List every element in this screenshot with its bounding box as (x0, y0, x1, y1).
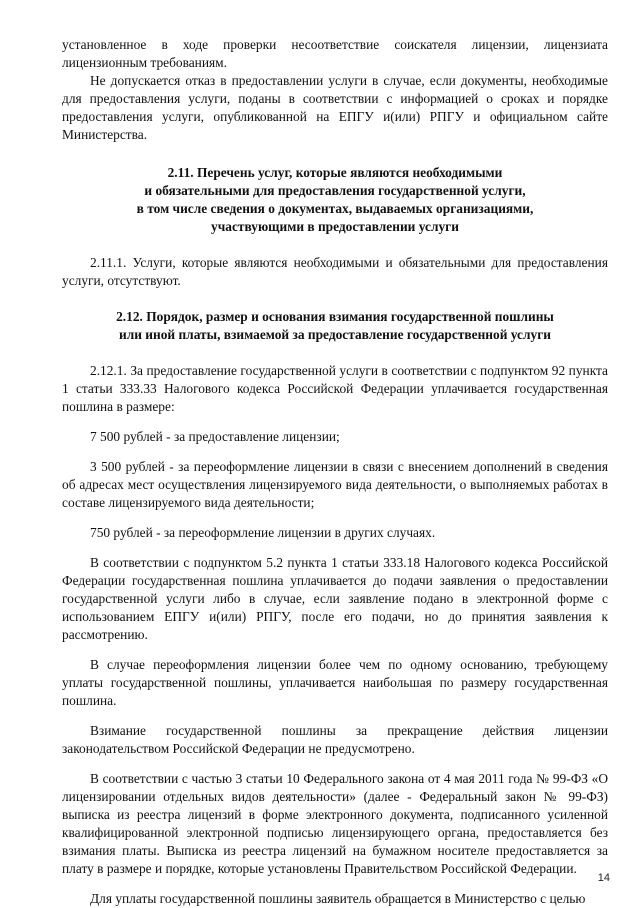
page-number: 14 (597, 872, 610, 884)
paragraph-termination-fee: Взимание государственной пошлины за прекращение действия лицензии законодательством Российской Федерации не предусмотрено. (62, 723, 608, 756)
section-heading-2-11 (62, 164, 608, 236)
section-heading-2-12 (62, 308, 608, 344)
heading-line: участвующими в предоставлении услуги (211, 219, 459, 234)
paragraph-fee-3500: 3 500 рублей - за переоформление лицензии в связи с внесением дополнений в сведения об адресах мест осуществления лицензируемого вида деятельности, о выполняемых работах в составе лицензируемого вида деятельности; (62, 459, 608, 510)
paragraph-registry-extract: В соответствии с частью 3 статьи 10 Федерального закона от 4 мая 2011 года № 99-ФЗ «О лицензировании отдельных видов деятельности» (далее - Федеральный закон № 99-ФЗ) выписка из реестра лицензий в форме электронного документа, подписанного усиленной квалифицированной электронной подписью лицензирующего органа, предоставляется без взимания платы. Выписка из реестра лицензий на бумажном носителе предоставляется за плату в размере и порядке, которые установлены Правительством Российской Федерации. (62, 771, 608, 876)
paragraph-2-11-1: 2.11.1. Услуги, которые являются необходимыми и обязательными для предоставления услуги, отсутствуют. (62, 255, 608, 288)
paragraph-refusal-not-allowed: Не допускается отказ в предоставлении услуги в случае, если документы, необходимые для предоставления услуги, поданы в соответствии с информацией о сроках и порядке предоставления услуги, опубликованной на ЕПГУ и(или) РПГУ и официальном сайте Министерства. (62, 73, 608, 142)
paragraph-2-12-1: 2.12.1. За предоставление государственной услуги в соответствии с подпунктом 92 пункта 1 статьи 333.33 Налогового кодекса Российской Федерации уплачивается государственная пошлина в размере: (62, 363, 608, 414)
heading-line: 2.11. Перечень услуг, которые являются необходимыми (167, 165, 503, 180)
paragraph-fee-7500: 7 500 рублей - за предоставление лицензии; (90, 429, 340, 444)
paragraph-payment-request: Для уплаты государственной пошлины заявитель обращается в Министерство с целью (90, 891, 586, 906)
paragraph-fee-750: 750 рублей - за переоформление лицензии в других случаях. (90, 525, 436, 540)
heading-line: 2.12. Порядок, размер и основания взимания государственной пошлины (116, 309, 554, 324)
document-page (62, 36, 608, 908)
paragraph-multiple-grounds: В случае переоформления лицензии более чем по одному основанию, требующему уплаты государственной пошлины, уплачивается наибольшая по размеру государственная пошлина. (62, 657, 608, 708)
heading-line: в том числе сведения о документах, выдаваемых организациями, (136, 201, 534, 216)
paragraph-payment-timing: В соответствии с подпунктом 5.2 пункта 1 статьи 333.18 Налогового кодекса Российской Федерации государственная пошлина уплачивается до подачи заявления о предоставлении государственной услуги либо в случае, если заявление подано в электронной форме с использованием ЕПГУ и(или) РПГУ, после его подачи, но до принятия заявления к рассмотрению. (62, 555, 608, 642)
paragraph-continuation: установленное в ходе проверки несоответствие соискателя лицензии, лицензиата лицензионным требованиям. (62, 37, 608, 70)
heading-line: или иной платы, взимаемой за предоставление государственной услуги (118, 327, 551, 342)
heading-line: и обязательными для предоставления государственной услуги, (144, 183, 526, 198)
